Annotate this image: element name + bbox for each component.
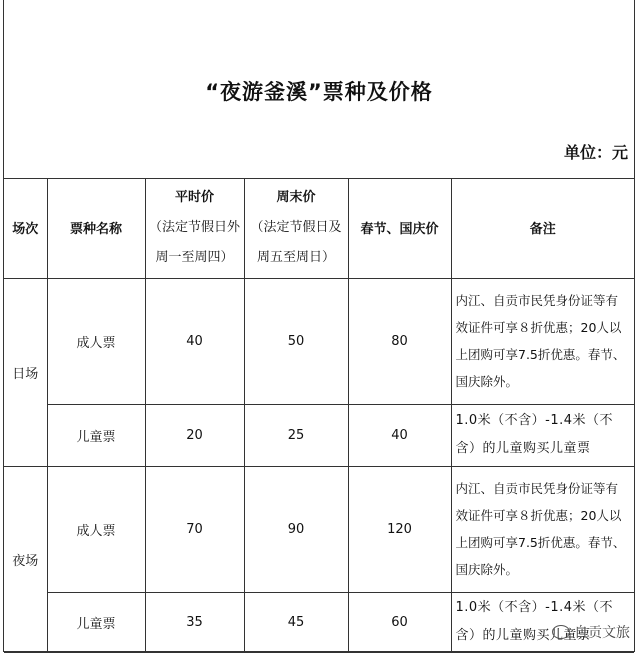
header-weekend-sub: （法定节假日及周五至周日） [250, 219, 342, 265]
title-area [4, 0, 634, 179]
note: 1.0米（不含）-1.4米（不含）的儿童购买儿童票 [451, 592, 634, 652]
header-weekend [244, 178, 348, 278]
holiday-price: 80 [348, 278, 451, 404]
header-weekend-label: 周末价 [276, 189, 316, 205]
holiday-price: 120 [348, 466, 451, 592]
price-sheet [3, 0, 635, 652]
note: 内江、自贡市民凭身份证等有效证件可享８折优惠；20人以上团购可享7.5折优惠。春节、国庆除外。 [451, 466, 634, 592]
watermark [552, 622, 630, 642]
table-row [4, 404, 634, 466]
wechat-icon [552, 625, 570, 639]
header-row [4, 178, 634, 278]
header-weekday [145, 178, 244, 278]
weekday-price: 20 [145, 404, 244, 466]
header-ticket-type: 票种名称 [47, 178, 145, 278]
table-row [4, 592, 634, 652]
weekday-price: 35 [145, 592, 244, 652]
weekday-price: 40 [145, 278, 244, 404]
table-row [4, 278, 634, 404]
weekend-price: 50 [244, 278, 348, 404]
header-weekday-label: 平时价 [174, 189, 214, 205]
note: 内江、自贡市民凭身份证等有效证件可享８折优惠；20人以上团购可享7.5折优惠。春节、国庆除外。 [451, 278, 634, 404]
weekend-price: 45 [244, 592, 348, 652]
weekend-price: 25 [244, 404, 348, 466]
document-title: “夜游釜溪”票种及价格 [205, 80, 433, 104]
weekday-price: 70 [145, 466, 244, 592]
header-session: 场次 [4, 178, 47, 278]
holiday-price: 60 [348, 592, 451, 652]
ticket-type: 成人票 [47, 466, 145, 592]
ticket-type: 成人票 [47, 278, 145, 404]
watermark-text: 自贡文旅 [574, 625, 630, 641]
ticket-type: 儿童票 [47, 404, 145, 466]
session-night: 夜场 [4, 466, 47, 652]
unit-label: 单位：元 [563, 143, 628, 162]
header-holiday: 春节、国庆价 [348, 178, 451, 278]
holiday-price: 40 [348, 404, 451, 466]
header-weekday-sub: （法定节假日外周一至周四） [148, 219, 240, 265]
note: 1.0米（不含）-1.4米（不含）的儿童购买儿童票 [451, 404, 634, 466]
session-day: 日场 [4, 278, 47, 466]
ticket-type: 儿童票 [47, 592, 145, 652]
table-row [4, 466, 634, 592]
weekend-price: 90 [244, 466, 348, 592]
price-table [4, 178, 634, 653]
header-note: 备注 [451, 178, 634, 278]
